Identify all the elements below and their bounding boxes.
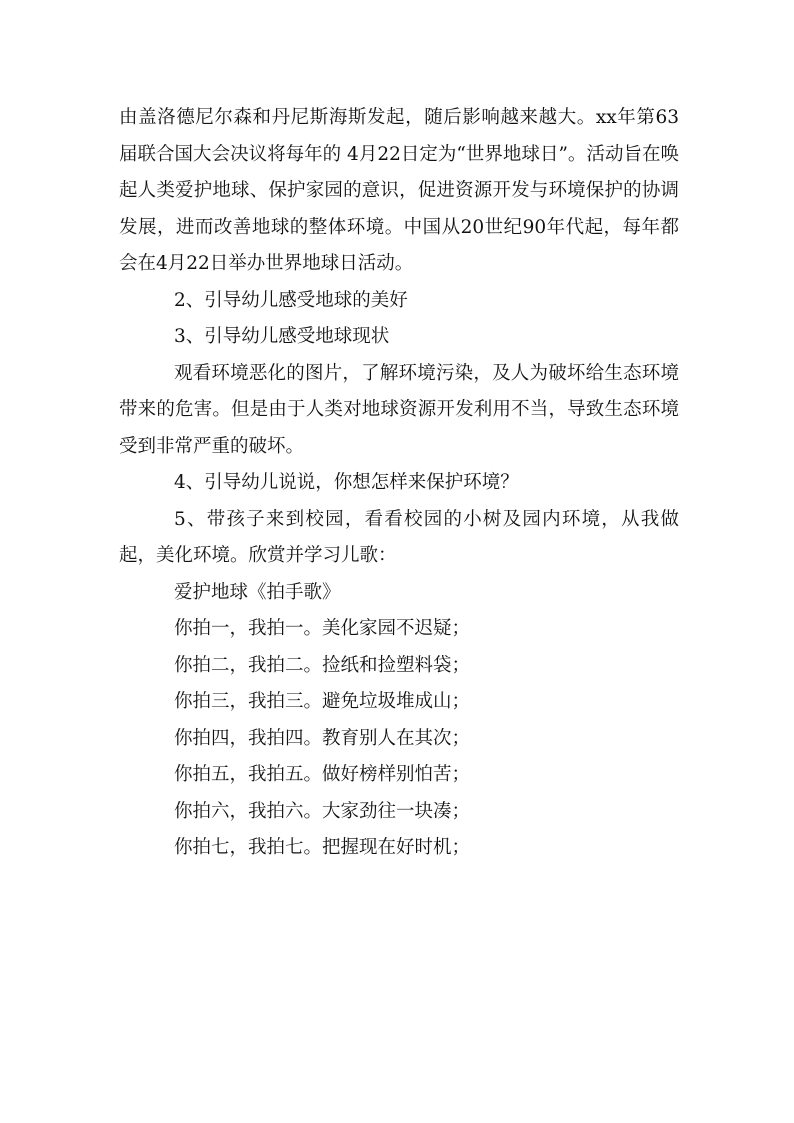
- document-body: [119, 100, 679, 867]
- poem-line: 你拍四，我拍四。教育别人在其次；: [174, 727, 471, 749]
- intro-paragraph: 由盖洛德尼尔森和丹尼斯海斯发起，随后影响越来越大。xx年第63届联合国大会决议将每年的 4月22日定为“世界地球日”。活动旨在唤起人类爱护地球、保护家园的意识，促进资源开发与环境保护的协调发展，进而改善地球的整体环境。中国从20世纪90年代起，每年都会在4月22日举办世界地球日活动。: [119, 107, 679, 274]
- step-2-paragraph: 2、引导幼儿感受地球的美好: [174, 289, 408, 311]
- poem-line: 你拍七，我拍七。把握现在好时机；: [174, 837, 471, 858]
- poem-title: 爱护地球《拍手歌》: [174, 581, 341, 603]
- poem-line: 你拍五，我拍五。做好榜样别怕苦；: [174, 764, 471, 785]
- pollution-paragraph: 观看环境恶化的图片，了解环境污染，及人为破坏给生态环境带来的危害。但是由于人类对地球资源开发利用不当，导致生态环境受到非常严重的破坏。: [119, 362, 679, 457]
- poem-line: 你拍二，我拍二。捡纸和捡塑料袋；: [174, 654, 471, 676]
- step-3-paragraph: 3、引导幼儿感受地球现状: [174, 326, 390, 347]
- step-4-paragraph: 4、引导幼儿说说，你想怎样来保护环境？: [174, 472, 519, 493]
- step-5-paragraph: 5、带孩子来到校园，看看校园的小树及园内环境，从我做起，美化环境。欣赏并学习儿歌：: [119, 508, 679, 566]
- poem-line: 你拍一，我拍一。美化家园不迟疑；: [174, 618, 471, 639]
- poem-line: 你拍三，我拍三。避免垃圾堆成山；: [174, 691, 471, 712]
- poem-line: 你拍六，我拍六。大家劲往一块凑；: [174, 800, 471, 822]
